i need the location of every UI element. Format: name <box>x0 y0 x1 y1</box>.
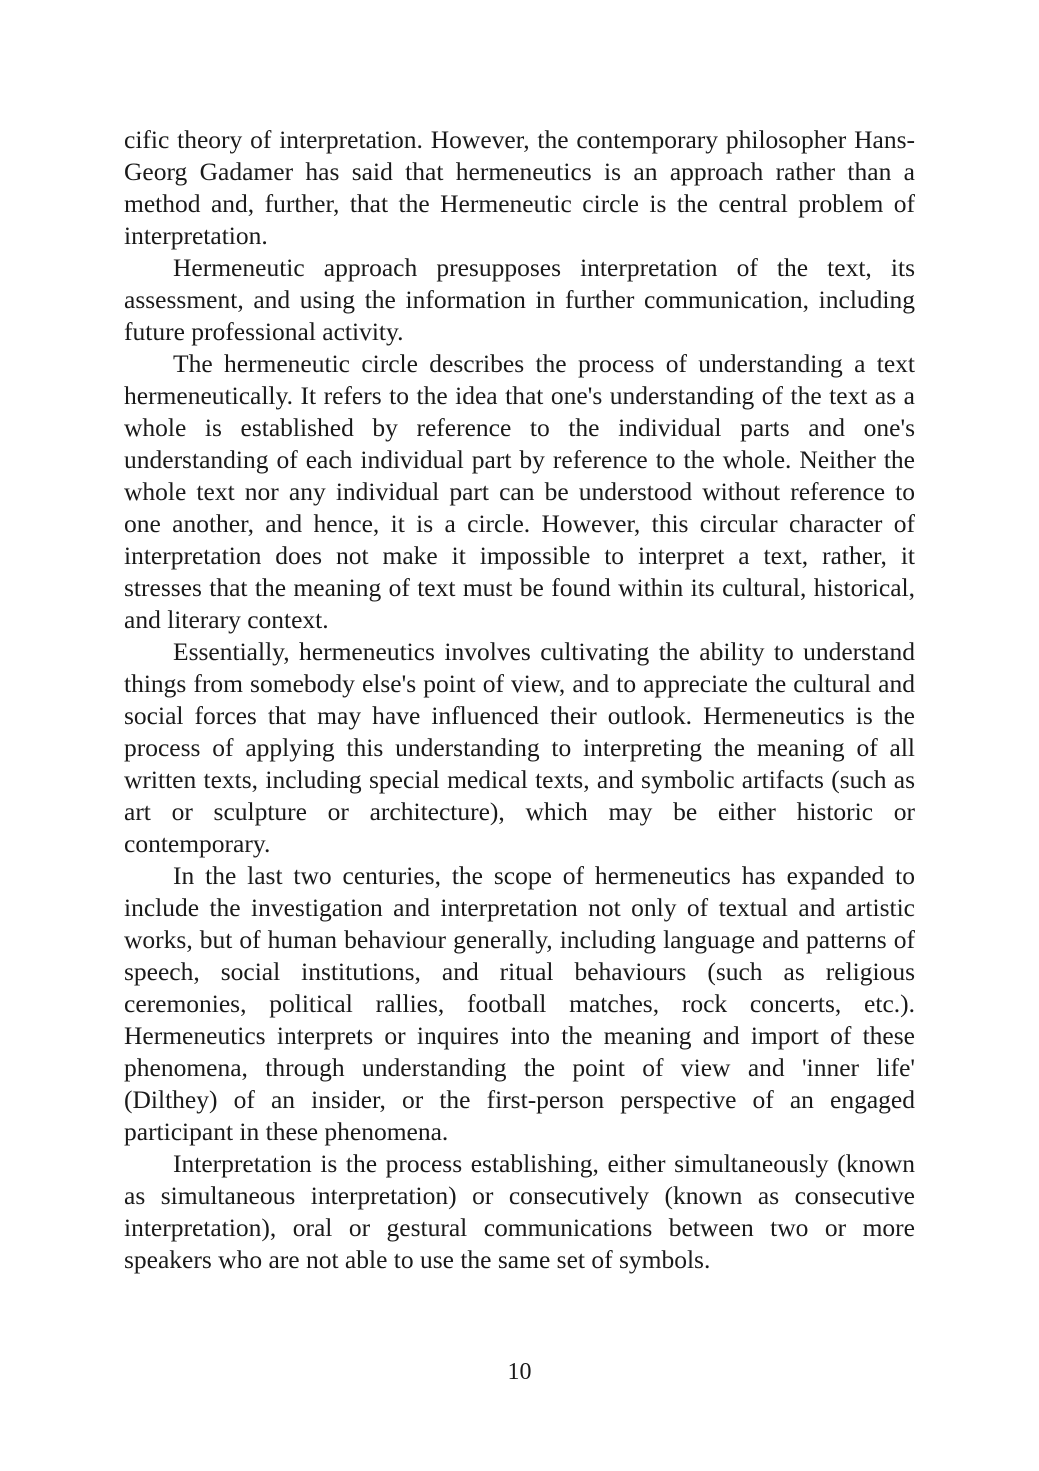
paragraph-continuation: cific theory of interpretation. However, the contemporary philosopher Hans-Georg Gadamer has said that hermeneutics is an approach rather than a method and, further, that the Hermeneutic circle is the central problem of interpretation. <box>124 125 915 250</box>
paragraph-essentially: Essentially, hermeneutics involves cultivating the ability to understand things from somebody else's point of view, and to appreciate the cultural and social forces that may have influenced their outlook. Hermeneutics is the process of applying this understanding to interpreting the meaning of all written texts, including special medical texts, and symbolic artifacts (such as art or sculpture or architecture), which may be either historic or contemporary. <box>124 637 915 858</box>
paragraph-interpretation: Interpretation is the process establishing, either simultaneously (known as simultaneous interpretation) or consecutively (known as consecutive interpretation), oral or gestural communications between two or more speakers who are not able to use the same set of symbols. <box>124 1149 915 1274</box>
body-text <box>124 124 915 1276</box>
paragraph-hermeneutic-circle: The hermeneutic circle describes the process of understanding a text hermeneutically. It refers to the idea that one's understanding of the text as a whole is established by reference to the individual parts and one's understanding of each individual part by reference to the whole. Neither the whole text nor any individual part can be understood without reference to one another, and hence, it is a circle. However, this circular character of interpretation does not make it impossible to interpret a text, rather, it stresses that the meaning of text must be found within its cultural, historical, and literary context. <box>124 349 915 634</box>
page-number: 10 <box>507 1359 532 1385</box>
paragraph-last-two-centuries: In the last two centuries, the scope of hermeneutics has expanded to include the investigation and interpretation not only of textual and artistic works, but of human behaviour generally, including language and patterns of speech, social institutions, and ritual behaviours (such as religious ceremonies, political rallies, football matches, rock concerts, etc.). Hermeneutics interprets or inquires into the meaning and import of these phenomena, through understanding the point of view and 'inner life' (Dilthey) of an insider, or the first-person perspective of an engaged participant in these phenomena. <box>124 861 915 1146</box>
paragraph-hermeneutic-approach: Hermeneutic approach presupposes interpretation of the text, its assessment, and using the information in further communication, including future professional activity. <box>124 253 915 346</box>
